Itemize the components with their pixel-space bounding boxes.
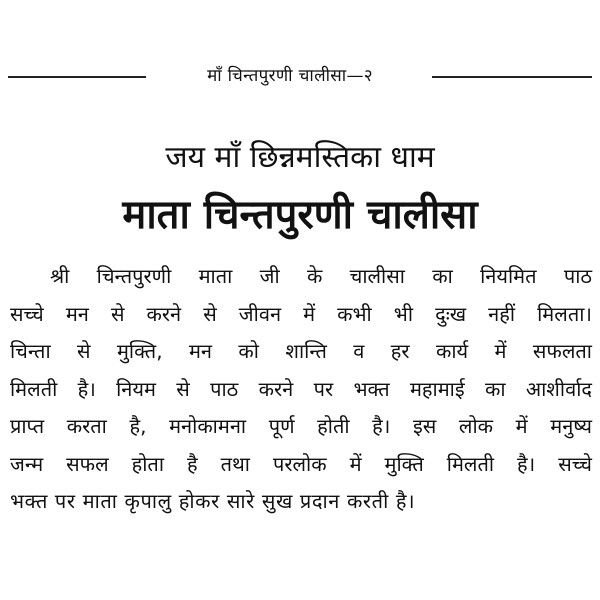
page-title: माता चिन्तपुरणी चालीसा [122,192,478,238]
page-top-margin [0,0,600,58]
running-header [0,64,600,88]
body-paragraph [10,258,592,521]
body-line: भक्त पर माता कृपालु होकर सारे सुख प्रदान करती है। [10,489,416,513]
header-rule-right [432,76,592,78]
page-subtitle: जय माँ छिन्नमस्तिका धाम [165,140,435,175]
body-line: प्राप्त करता है, मनोकामना पूर्ण होती है। इस लोक में मनुष्य [10,414,592,438]
body-line: श्री चिन्तपुरणी माता जी के चालीसा का नियमित पाठ [50,264,592,288]
running-header-title: माँ चिन्तपुरणी चालीसा—२ [207,66,373,86]
body-line: मिलती है। नियम से पाठ करने पर भक्त महामाई का आशीर्वाद [10,376,592,401]
body-line: सच्चे मन से करने से जीवन में कभी भी दुःख नहीं मिलता। [10,301,592,326]
header-rule-left [8,76,146,78]
body-line: चिन्ता से मुक्ति, मन को शान्ति व हर कार्य में सफलता [10,339,592,363]
body-line: जन्म सफल होता है तथा परलोक में मुक्ति मिलती है। सच्चे [10,451,592,476]
